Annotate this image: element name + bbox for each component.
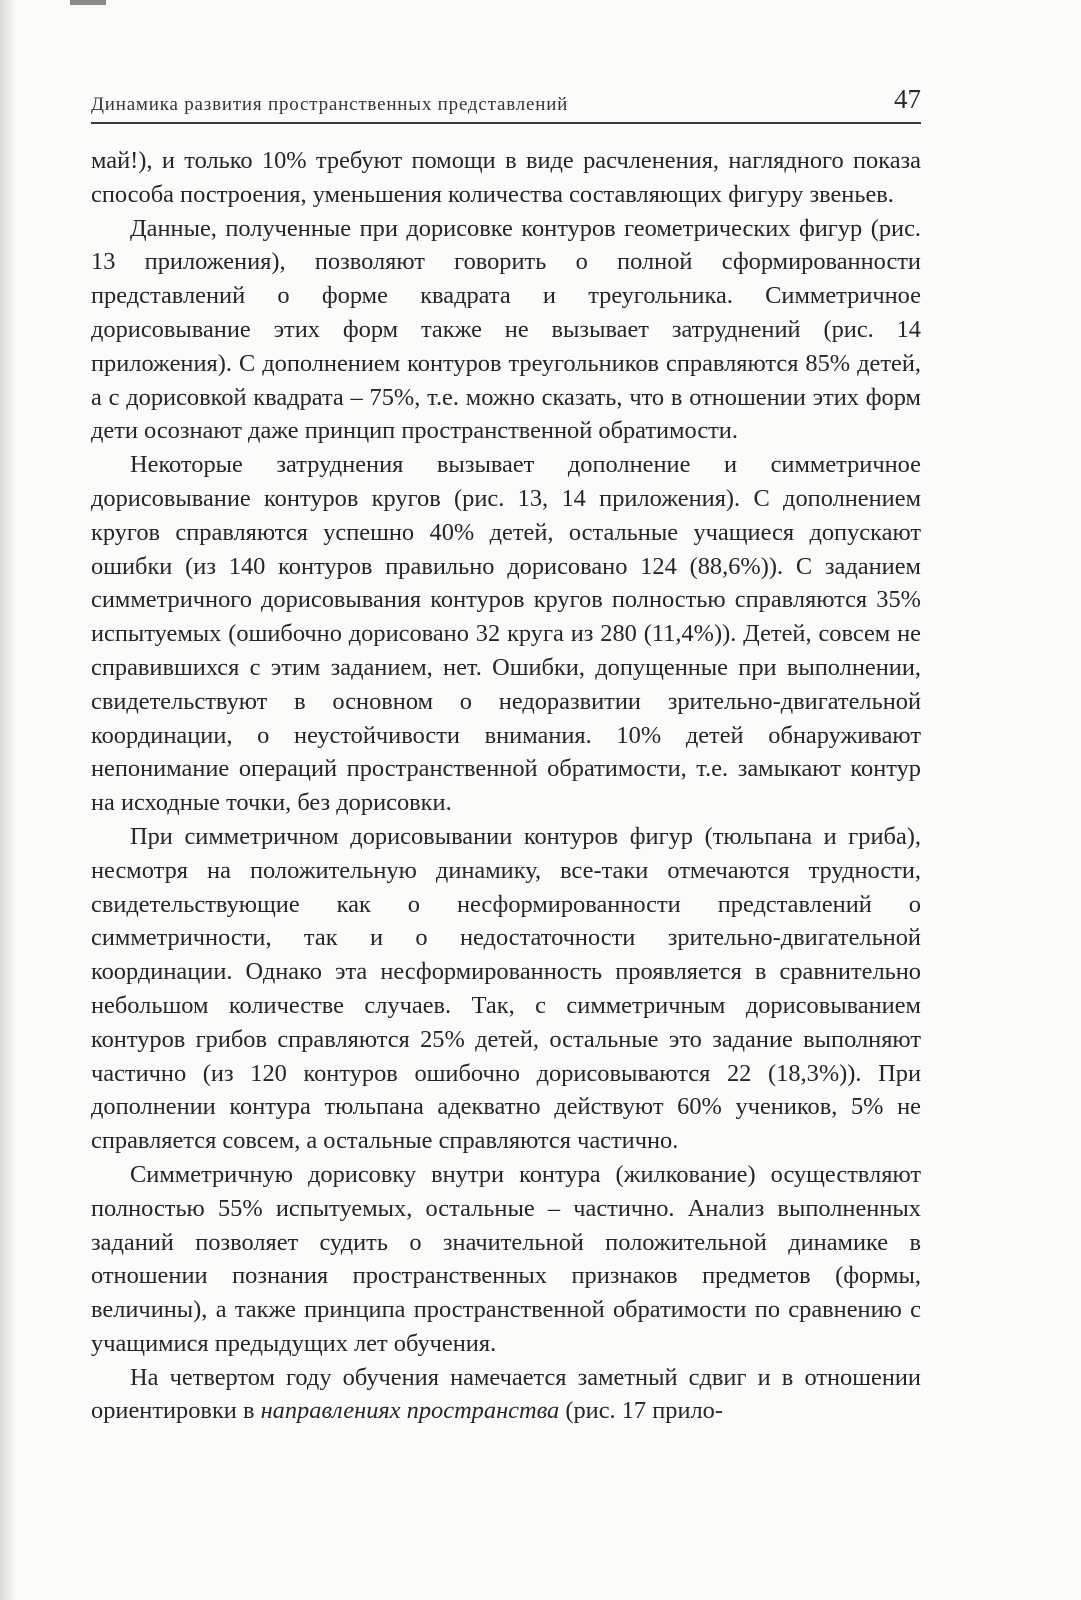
page-number: 47 [894, 84, 921, 114]
running-header [91, 84, 921, 124]
paragraph-1: май!), и только 10% требуют помощи в виде расчленения, наглядного показа способа построения, уменьшения количества составляющих фигуру звеньев. [91, 147, 921, 208]
paragraph-2: Данные, полученные при дорисовке контуров геометрических фигур (рис. 13 приложения), позволяют говорить о полной сформированности представлений о форме квадрата и треугольника. Симметричное дорисовывание этих форм также не вызывает затруднений (рис. 14 приложения). С дополнением контуров треугольников справляются 85% детей, а с дорисовкой квадрата – 75%, т.е. можно сказать, что в отношении этих форм дети осознают даже принцип пространственной обратимости. [91, 214, 921, 445]
scan-edge-shadow [0, 0, 14, 1600]
text-body [91, 144, 921, 1564]
paragraph-6-start: На четвертом году обучения намечается заметный сдвиг и в отношении ориентировки в [91, 1363, 921, 1425]
running-title: Динамика развития пространственных представлений [91, 94, 569, 115]
paragraph-6 [91, 1361, 921, 1429]
paragraph-6-end: (рис. 17 прило- [559, 1397, 724, 1425]
paragraph-3: Некоторые затруднения вызывает дополнение и симметричное дорисовывание контуров кругов (рис. 13, 14 приложения). С дополнением кругов справляются успешно 40% детей, остальные учащиеся допускают ошибки (из 140 контуров правильно дорисовано 124 (88,6%)). С заданием симметричного дорисовывания контуров кругов полностью справляются 35% испытуемых (ошибочно дорисовано 32 круга из 280 (11,4%)). Детей, совсем не справившихся с этим заданием, нет. Ошибки, допущенные при выполнении, свидетельствуют в основном о недоразвитии зрительно-двигательной координации, о неустойчивости внимания. 10% детей обнаруживают непонимание операций пространственной обратимости, т.е. замыкают контур на исходные точки, без дорисовки. [91, 451, 921, 817]
scan-artifact [70, 0, 106, 5]
paragraph-4: При симметричном дорисовывании контуров фигур (тюльпана и гриба), несмотря на положительную динамику, все-таки отмечаются трудности, свидетельствующие как о несформированности представлений о симметричности, так и о недостаточности зрительно-двигательной координации. Однако эта несформированность проявляется в сравнительно небольшом количестве случаев. Так, с симметричным дорисовыванием контуров грибов справляются 25% детей, остальные это задание выполняют частично (из 120 контуров ошибочно дорисовываются 22 (18,3%)). При дополнении контура тюльпана адекватно действуют 60% учеников, 5% не справляется совсем, а остальные справляются частично. [91, 822, 921, 1155]
paragraph-5: Симметричную дорисовку внутри контура (жилкование) осуществляют полностью 55% испытуемых, остальные – частично. Анализ выполненных заданий позволяет судить о значительной положительной динамике в отношении познания пространственных признаков предметов (формы, величины), а также принципа пространственной обратимости по сравнению с учащимися предыдущих лет обучения. [91, 1160, 921, 1357]
italic-term: направлениях пространства [260, 1397, 560, 1425]
